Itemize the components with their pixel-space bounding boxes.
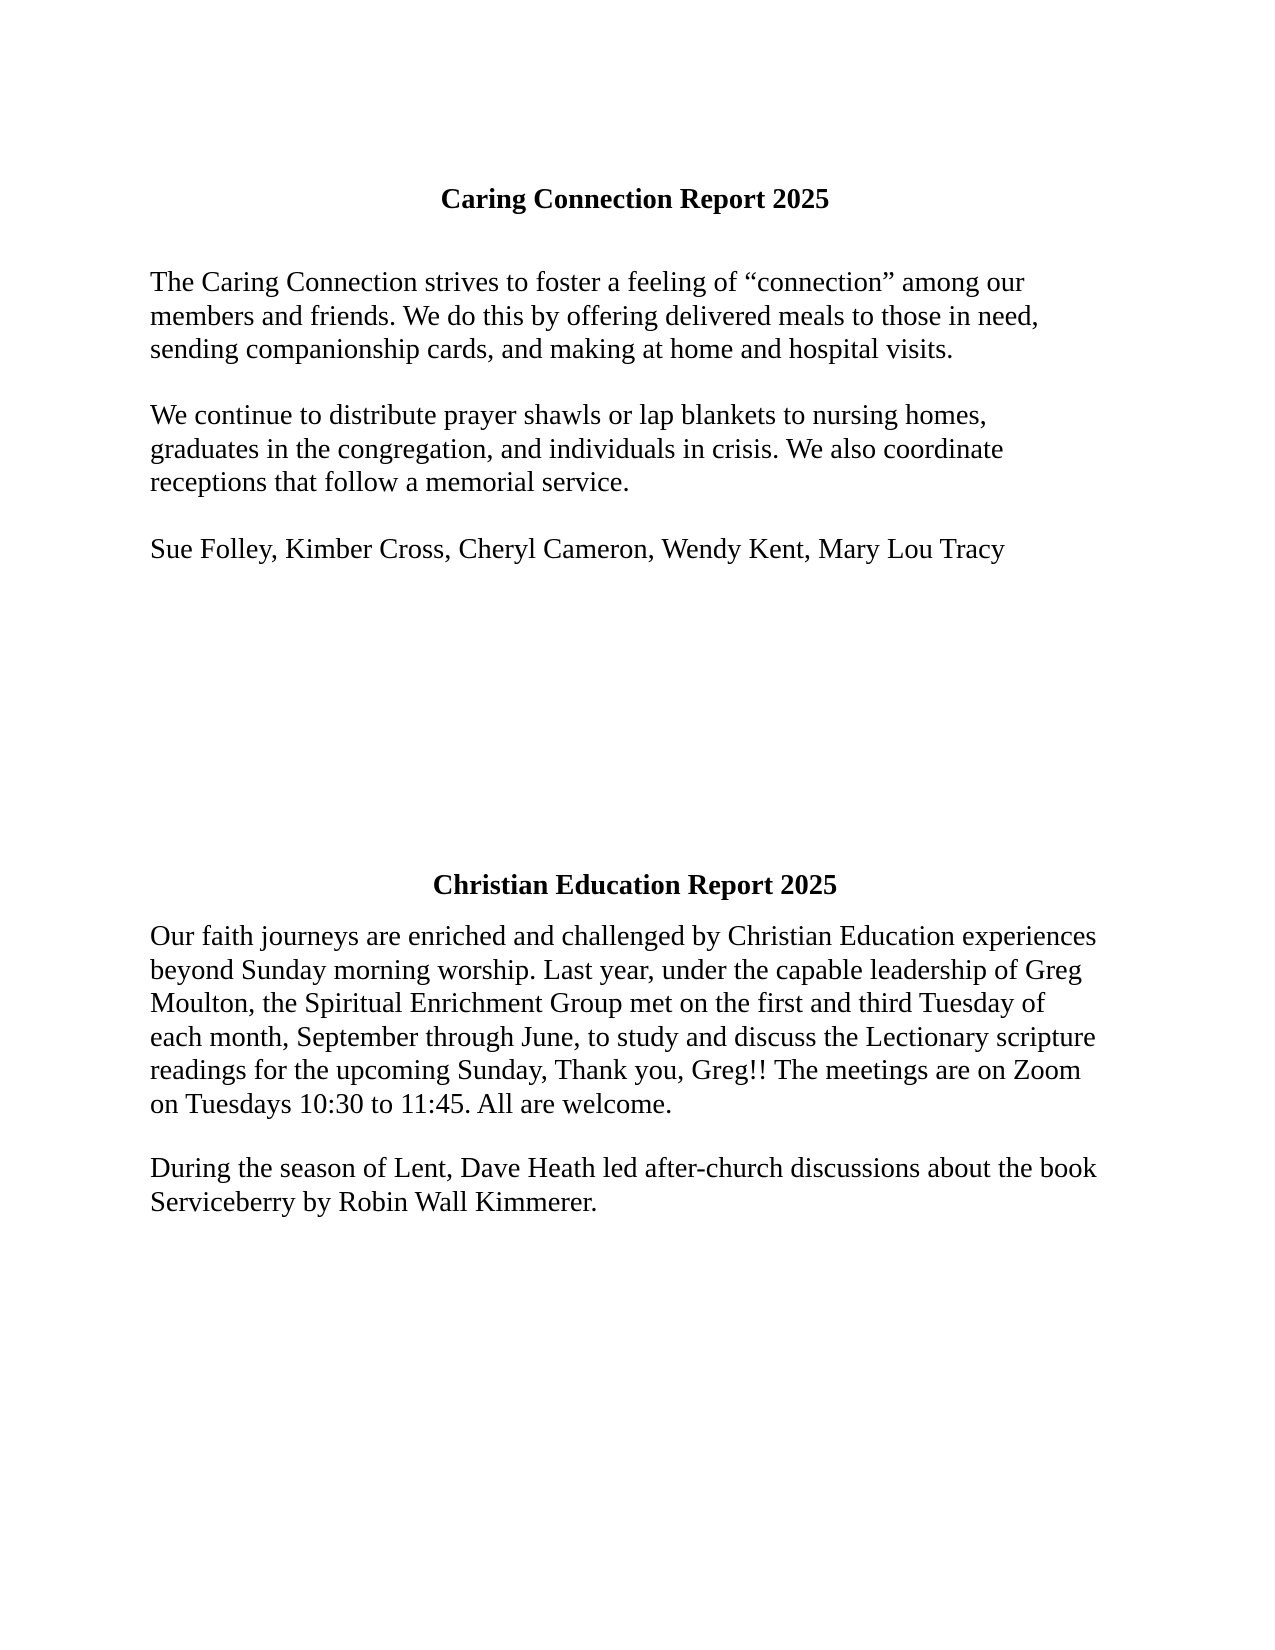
- paragraph-line: each month, September through June, to study and discuss the Lectionary scripture: [150, 1021, 1096, 1053]
- caring-connection-paragraph-2: [150, 399, 1130, 500]
- paragraph-line: receptions that follow a memorial service.: [150, 467, 630, 498]
- christian-education-title: Christian Education Report 2025: [432, 870, 838, 901]
- caring-connection-title: Caring Connection Report 2025: [440, 184, 830, 215]
- paragraph-line: We continue to distribute prayer shawls or lap blankets to nursing homes,: [150, 400, 987, 431]
- paragraph-line: members and friends. We do this by offering delivered meals to those in need,: [150, 300, 1039, 332]
- christian-education-paragraph-2: [150, 1152, 1130, 1219]
- paragraph-line: on Tuesdays 10:30 to 11:45. All are welcome.: [150, 1088, 673, 1120]
- paragraph-line: sending companionship cards, and making at home and hospital visits.: [150, 334, 954, 365]
- paragraph-line: beyond Sunday morning worship. Last year, under the capable leadership of Greg: [150, 954, 1082, 986]
- paragraph-line: Moulton, the Spiritual Enrichment Group met on the first and third Tuesday of: [150, 988, 1046, 1019]
- members-line: Sue Folley, Kimber Cross, Cheryl Cameron, Wendy Kent, Mary Lou Tracy: [150, 534, 1005, 565]
- paragraph-line: During the season of Lent, Dave Heath led after-church discussions about the book: [150, 1153, 1097, 1184]
- paragraph-line: The Caring Connection strives to foster a feeling of “connection” among our: [150, 267, 1025, 298]
- paragraph-line: Serviceberry by Robin Wall Kimmerer.: [150, 1186, 598, 1218]
- paragraph-line: Our faith journeys are enriched and challenged by Christian Education experiences: [150, 921, 1097, 952]
- christian-education-paragraph-1: [150, 920, 1130, 1121]
- caring-connection-paragraph-1: [150, 266, 1130, 367]
- caring-connection-members: [150, 533, 1130, 567]
- paragraph-line: readings for the upcoming Sunday, Thank you, Greg!! The meetings are on Zoom: [150, 1055, 1082, 1086]
- paragraph-line: graduates in the congregation, and individuals in crisis. We also coordinate: [150, 433, 1004, 465]
